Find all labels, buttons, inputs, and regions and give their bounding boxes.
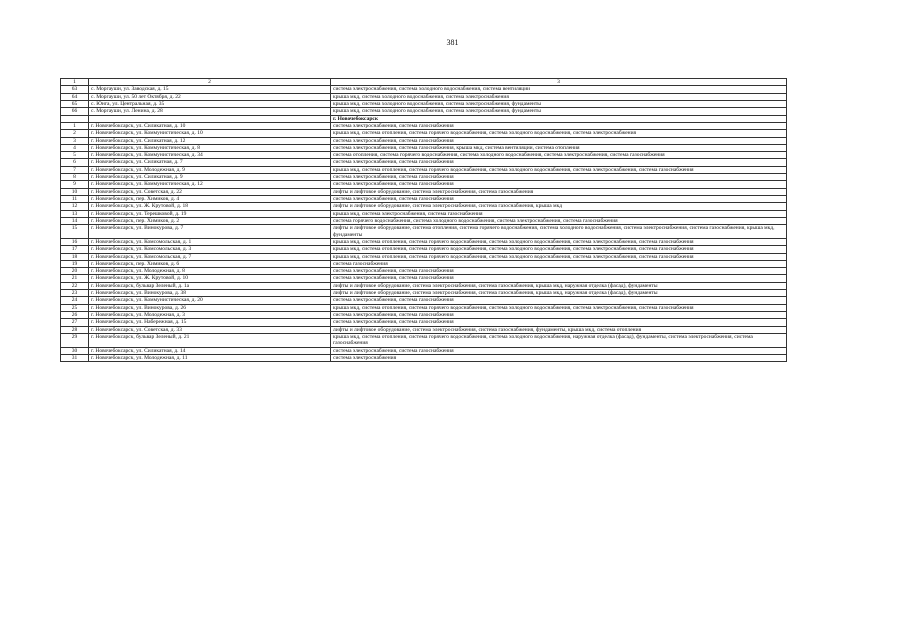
row-systems: система электроснабжения, система газоснабжения [331, 174, 787, 181]
row-systems: крыша мкд, система отопления, система горячего водоснабжения, система холодного водоснабжения, система электроснабжения, система газоснабжения [331, 166, 787, 173]
table-row [61, 174, 787, 181]
row-address: г. Новочебоксарск, ул. Советская, д. 33 [89, 326, 331, 333]
row-number: 20 [61, 268, 89, 275]
row-address: г. Новочебоксарск, ул. Силикатная, д. 14 [89, 347, 331, 354]
row-number: 5 [61, 152, 89, 159]
row-number: 66 [61, 108, 89, 115]
row-systems: система электроснабжения [331, 354, 787, 361]
table-row [61, 93, 787, 100]
row-number: 29 [61, 333, 89, 347]
row-number: 8 [61, 174, 89, 181]
table-row [61, 290, 787, 297]
row-address: г. Новочебоксарск, пер. Химиков, д. 2 [89, 217, 331, 224]
row-number: 14 [61, 217, 89, 224]
row-number: 22 [61, 282, 89, 289]
row-number: 31 [61, 354, 89, 361]
page-number: 381 [446, 38, 459, 47]
row-systems: крыша мкд, система холодного водоснабжения, система электроснабжения, фундаменты [331, 108, 787, 115]
table-row [61, 181, 787, 188]
table-row [61, 304, 787, 311]
table-row [61, 253, 787, 260]
row-address: с. Юнга, ул. Центральная, д. 35 [89, 100, 331, 107]
table-row [61, 152, 787, 159]
row-address: г. Новочебоксарск, ул. Молодежная, д. 11 [89, 354, 331, 361]
row-address: г. Новочебоксарск, ул. Комсомольская, д. 3 [89, 246, 331, 253]
row-address: г. Новочебоксарск, ул. Ж. Крутовой, д. 10 [89, 275, 331, 282]
row-systems: система электроснабжения, система газоснабжения [331, 297, 787, 304]
row-systems: система электроснабжения, система газоснабжения [331, 196, 787, 203]
table-row [61, 282, 787, 289]
row-address: г. Новочебоксарск, ул. Молодежная, д. 3 [89, 312, 331, 319]
row-address: г. Новочебоксарск, ул. Комсомольская, д. 7 [89, 253, 331, 260]
row-address: г. Новочебоксарск, ул. Винокурова, д. 7 [89, 225, 331, 239]
header-col-1: 1 [61, 79, 89, 86]
row-systems: система электроснабжения, система газоснабжения [331, 312, 787, 319]
row-number: 13 [61, 210, 89, 217]
row-systems: лифты и лифтовое оборудование, система электроснабжения, система газоснабжения, фундаменты, крыша мкд, система отопления [331, 326, 787, 333]
row-number: 11 [61, 196, 89, 203]
row-systems: система электроснабжения, система газоснабжения [331, 347, 787, 354]
table-row [61, 354, 787, 361]
row-number: 3 [61, 137, 89, 144]
row-systems: система электроснабжения, система газоснабжения, крыша мкд, система вентиляции, система отопления [331, 144, 787, 151]
table-row [61, 312, 787, 319]
section-row [61, 115, 787, 122]
row-systems: крыша мкд, система отопления, система горячего водоснабжения, система холодного водоснабжения, система электроснабжения, система газоснабжения [331, 253, 787, 260]
row-address: г. Новочебоксарск, ул. Силикатная, д. 12 [89, 137, 331, 144]
row-systems: крыша мкд, система холодного водоснабжения, система электроснабжения, фундаменты [331, 100, 787, 107]
row-address: г. Новочебоксарск, пер. Химиков, д. 6 [89, 260, 331, 267]
table-row [61, 297, 787, 304]
table-header-row [61, 79, 787, 86]
row-address: с. Моргауши, ул. Ленина, д. 28 [89, 108, 331, 115]
table-row [61, 137, 787, 144]
row-address: г. Новочебоксарск, ул. Набережная, д. 15 [89, 319, 331, 326]
row-address: с. Моргауши, ул. 50 лет Октября, д. 22 [89, 93, 331, 100]
row-address: г. Новочебоксарск, ул. Советская, д. 22 [89, 188, 331, 195]
table-row [61, 326, 787, 333]
row-address: г. Новочебоксарск, бульвар Зеленый, д. 21 [89, 333, 331, 347]
row-number: 65 [61, 100, 89, 107]
row-address: г. Новочебоксарск, пер. Химиков, д. 4 [89, 196, 331, 203]
section-empty-cell [61, 115, 89, 122]
row-address: г. Новочебоксарск, ул. Коммунистическая, д. 20 [89, 297, 331, 304]
row-address: г. Новочебоксарск, ул. Коммунистическая, д. 10 [89, 130, 331, 137]
buildings-table [60, 78, 787, 362]
row-systems: система электроснабжения, система газоснабжения [331, 319, 787, 326]
table-row [61, 188, 787, 195]
row-number: 1 [61, 122, 89, 129]
table-row [61, 100, 787, 107]
row-number: 26 [61, 312, 89, 319]
table-row [61, 196, 787, 203]
table-row [61, 217, 787, 224]
table-row [61, 319, 787, 326]
row-address: г. Новочебоксарск, ул. Молодежная, д. 8 [89, 268, 331, 275]
row-systems: крыша мкд, система отопления, система горячего водоснабжения, система холодного водоснабжения, наружная отделка (фасад), фундаменты, система электроснабжения, система газоснабжения [331, 333, 787, 347]
row-number: 4 [61, 144, 89, 151]
row-address: с. Моргауши, ул. Заводская, д. 15 [89, 86, 331, 93]
row-systems: крыша мкд, система электроснабжения, система газоснабжения [331, 210, 787, 217]
table-row [61, 130, 787, 137]
section-empty-cell [89, 115, 331, 122]
row-address: г. Новочебоксарск, бульвар Зеленый, д. 1а [89, 282, 331, 289]
row-systems: лифты и лифтовое оборудование, система отопления, система горячего водоснабжения, система холодного водоснабжения, система электроснабжения, система газоснабжения, крыша мкд, фундаменты [331, 225, 787, 239]
table-row [61, 260, 787, 267]
row-number: 25 [61, 304, 89, 311]
row-number: 2 [61, 130, 89, 137]
row-number: 21 [61, 275, 89, 282]
row-systems: лифты и лифтовое оборудование, система электроснабжения, система газоснабжения, крыша мкд, наружная отделка (фасад), фундаменты [331, 290, 787, 297]
row-address: г. Новочебоксарск, ул. Винокурова, д. 38 [89, 290, 331, 297]
row-number: 9 [61, 181, 89, 188]
header-col-2: 2 [89, 79, 331, 86]
row-systems: система электроснабжения, система газоснабжения [331, 268, 787, 275]
row-number: 63 [61, 86, 89, 93]
row-address: г. Новочебоксарск, ул. Силикатная, д. 7 [89, 159, 331, 166]
row-systems: система электроснабжения, система газоснабжения [331, 159, 787, 166]
row-systems: лифты и лифтовое оборудование, система электроснабжения, система газоснабжения [331, 188, 787, 195]
row-address: г. Новочебоксарск, ул. Комсомольская, д. 1 [89, 238, 331, 245]
table-row [61, 333, 787, 347]
row-number: 19 [61, 260, 89, 267]
row-address: г. Новочебоксарск, ул. Силикатная, д. 10 [89, 122, 331, 129]
table-row [61, 144, 787, 151]
table-row [61, 225, 787, 239]
table-row [61, 268, 787, 275]
row-number: 28 [61, 326, 89, 333]
section-title: г. Новочебоксарск [331, 115, 787, 122]
row-number: 23 [61, 290, 89, 297]
row-systems: система электроснабжения, система газоснабжения [331, 137, 787, 144]
table-row [61, 108, 787, 115]
header-col-3: 3 [331, 79, 787, 86]
table-row [61, 275, 787, 282]
row-number: 18 [61, 253, 89, 260]
row-systems: система электроснабжения, система газоснабжения [331, 181, 787, 188]
row-number: 15 [61, 225, 89, 239]
row-address: г. Новочебоксарск, ул. Силикатная, д. 9 [89, 174, 331, 181]
row-systems: система газоснабжения [331, 260, 787, 267]
row-systems: крыша мкд, система отопления, система горячего водоснабжения, система холодного водоснабжения, система электроснабжения [331, 130, 787, 137]
table-row [61, 203, 787, 210]
row-address: г. Новочебоксарск, ул. Коммунистическая, д. 8 [89, 144, 331, 151]
table-row [61, 246, 787, 253]
row-systems: система электроснабжения, система газоснабжения [331, 275, 787, 282]
row-number: 16 [61, 238, 89, 245]
row-number: 17 [61, 246, 89, 253]
row-number: 64 [61, 93, 89, 100]
row-systems: система горячего водоснабжения, система холодного водоснабжения, система электроснабжения, система газоснабжения [331, 217, 787, 224]
table-row [61, 159, 787, 166]
row-address: г. Новочебоксарск, ул. Терешковой, д. 19 [89, 210, 331, 217]
row-address: г. Новочебоксарск, ул. Коммунистическая, д. 12 [89, 181, 331, 188]
row-address: г. Новочебоксарск, ул. Винокурова, д. 26 [89, 304, 331, 311]
row-number: 10 [61, 188, 89, 195]
row-number: 27 [61, 319, 89, 326]
row-address: г. Новочебоксарск, ул. Ж. Крутовой, д. 18 [89, 203, 331, 210]
row-systems: крыша мкд, система отопления, система горячего водоснабжения, система холодного водоснабжения, система электроснабжения, система газоснабжения [331, 246, 787, 253]
table-row [61, 210, 787, 217]
row-number: 6 [61, 159, 89, 166]
table-row [61, 238, 787, 245]
row-address: г. Новочебоксарск, ул. Коммунистическая, д. 34 [89, 152, 331, 159]
row-number: 30 [61, 347, 89, 354]
table-row [61, 166, 787, 173]
row-systems: система электроснабжения, система холодного водоснабжения, система вентиляции [331, 86, 787, 93]
row-number: 7 [61, 166, 89, 173]
row-systems: лифты и лифтовое оборудование, система электроснабжения, система газоснабжения, крыша мкд [331, 203, 787, 210]
row-number: 12 [61, 203, 89, 210]
row-systems: крыша мкд, система отопления, система горячего водоснабжения, система холодного водоснабжения, система электроснабжения, система газоснабжения [331, 304, 787, 311]
row-systems: система электроснабжения, система газоснабжения [331, 122, 787, 129]
row-systems: крыша мкд, система отопления, система горячего водоснабжения, система холодного водоснабжения, система электроснабжения, система газоснабжения [331, 238, 787, 245]
row-systems: крыша мкд, система холодного водоснабжения, система электроснабжения [331, 93, 787, 100]
table-row [61, 347, 787, 354]
row-systems: система отопления, система горячего водоснабжения, система холодного водоснабжения, система электроснабжения, система газоснабжения [331, 152, 787, 159]
table-row [61, 122, 787, 129]
row-number: 24 [61, 297, 89, 304]
table-row [61, 86, 787, 93]
row-address: г. Новочебоксарск, ул. Молодежная, д. 9 [89, 166, 331, 173]
row-systems: лифты и лифтовое оборудование, система электроснабжения, система газоснабжения, крыша мкд, наружная отделка (фасад), фундаменты [331, 282, 787, 289]
